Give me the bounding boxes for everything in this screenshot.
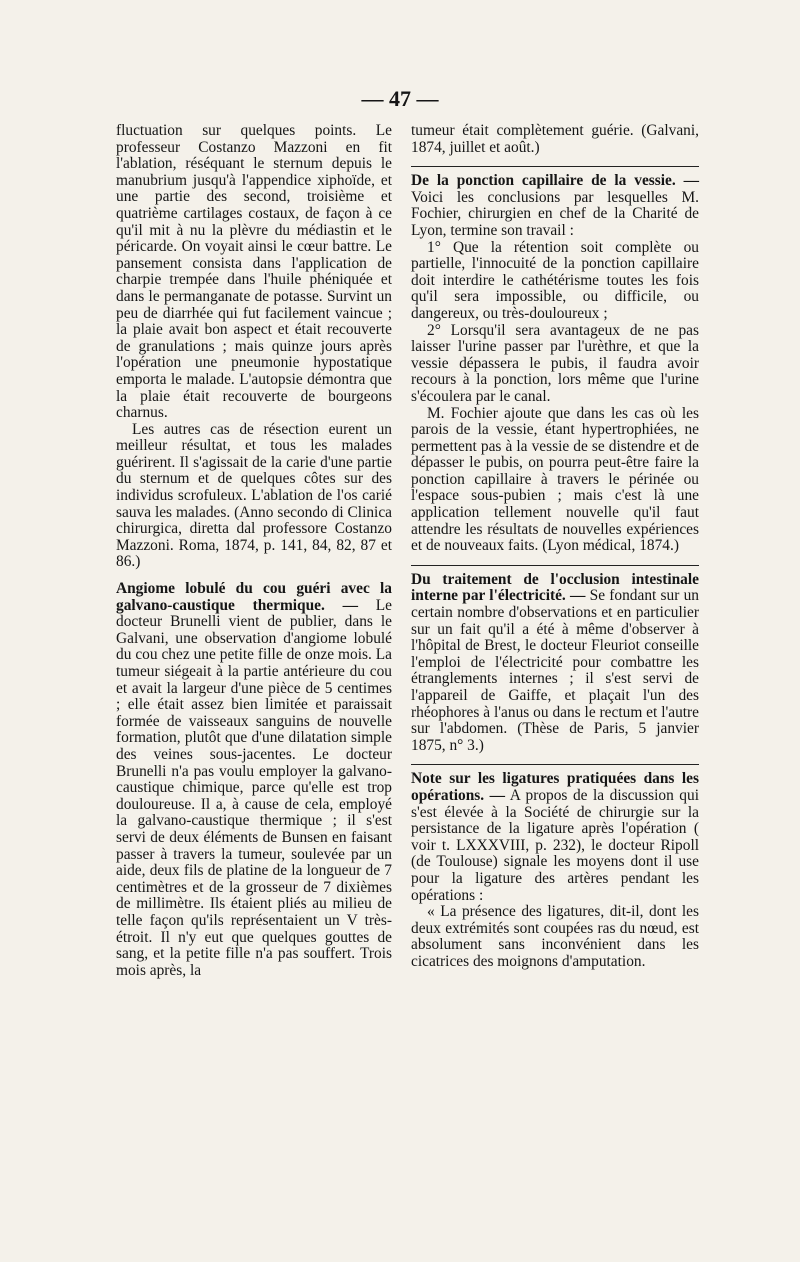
paragraph: tumeur était complètement guérie. (Galvani, 1874, juillet et août.) bbox=[411, 122, 699, 156]
article-body: Se fondant sur un certain nombre d'observations et en particulier sur un fait qu'il a été à même d'observer à l'hôpital de Brest, le docteur Fleuriot conseille l'emploi de l'électricité pour combattre les étranglements internes ; il s'est servi de l'appareil de Gaiffe, et plaçait l'un des rhéophores à l'anus ou dans le rectum et l'autre sur l'abdomen. (Thèse de Paris, 5 janvier 1875, n° 3.) bbox=[411, 587, 699, 754]
paragraph: 2° Lorsqu'il sera avantageux de ne pas laisser l'urine passer par l'urèthre, et que la vessie dépassera le pubis, il faudra avoir recours à la ponction, lors même que l'urine s'écoulera par le canal. bbox=[411, 321, 699, 405]
article-heading: Du traitement de l'occlusion intestinale interne par l'électricité. — bbox=[411, 570, 699, 605]
article-ponction bbox=[411, 173, 699, 239]
article-ligatures bbox=[411, 771, 699, 904]
article-body: A propos de la discussion qui s'est élevée à la Société de chirurgie sur la persistance de la ligature après l'opération ( voir t. LXXXVIII, p. 232), le docteur Ripoll (de Toulouse) signale les moyens dont il use pour la ligature des artères pendant les opérations : bbox=[411, 786, 699, 904]
article-occlusion bbox=[411, 572, 699, 755]
paragraph: M. Fochier ajoute que dans les cas où les parois de la vessie, étant hypertrophiées, ne permettent pas à la vessie de se distendre et de dépasser le pubis, on pourra peut-être faire la ponction capillaire à travers le périnée ou l'espace sous-pubien ; mais c'est là une application tellement nouvelle qu'il faut attendre les résultats de nouvelles expériences et de nouveaux faits. (Lyon médical, 1874.) bbox=[411, 404, 699, 555]
article-heading: De la ponction capillaire de la vessie. — bbox=[411, 172, 699, 190]
article-body: Voici les conclusions par lesquelles M. Fochier, chirurgien en chef de la Charité de Lyon, termine son travail : bbox=[411, 188, 699, 239]
left-column bbox=[116, 123, 392, 979]
paragraph: Les autres cas de résection eurent un meilleur résultat, et tous les malades guérirent. Il s'agissait de la carie d'une partie du sternum et de quelques côtes sur des individus scrofuleux. L'ablation de l'os carié sauva les malades. (Anno secondo di Clinica chirurgica, diretta dal professore Costanzo Mazzoni. Roma, 1874, p. 141, 84, 82, 87 et 86.) bbox=[116, 420, 392, 571]
right-column bbox=[411, 123, 699, 971]
separator-rule bbox=[411, 166, 699, 167]
page-number: — 47 — bbox=[361, 86, 439, 111]
paragraph: « La présence des ligatures, dit-il, dont les deux extrémités sont coupées ras du nœud, est absolument sans inconvénient dans les cicatrices des moignons d'amputation. bbox=[411, 903, 699, 970]
separator-rule bbox=[411, 764, 699, 765]
article-angiome bbox=[116, 581, 392, 979]
article-body: Le docteur Brunelli vient de publier, dans le Galvani, une observation d'angiome lobulé du cou chez une petite fille de onze mois. La tumeur siégeait à la partie antérieure du cou et avait la largeur d'une pièce de 5 centimes ; elle était assez bien limitée et paraissait formée de vaisseaux sanguins de nouvelle formation, plutôt que d'une dilatation simple des veines sous-jacentes. Le docteur Brunelli n'a pas voulu employer la galvano-caustique chimique, parce qu'elle est trop douloureuse. Il a, à cause de cela, employé la galvano-caustique thermique ; il s'est servi de deux éléments de Bunsen en faisant passer à travers la tumeur, soulevée par un aide, deux fils de platine de la longueur de 7 centimètres et de la grosseur de 7 dixièmes de millimètre. Ils étaient pliés au milieu de telle façon qu'ils représentaient un V très-étroit. Il n'y eut que quelques gouttes de sang, et la petite fille n'a pas souffert. Trois mois après, la bbox=[116, 596, 392, 979]
article-heading: Angiome lobulé du cou guéri avec la galvano-caustique thermique. — bbox=[116, 580, 392, 614]
paragraph: fluctuation sur quelques points. Le professeur Costanzo Mazzoni en fit l'ablation, réséquant le sternum depuis le manubrium jusqu'à l'appendice xiphoïde, et une partie des second, troisième et quatrième cartilages costaux, de façon à ce qu'il mit à nu la plèvre du médiastin et le péricarde. On voyait ainsi le cœur battre. Le pansement consista dans l'application de charpie trempée dans l'huile phéniquée et dans le permanganate de potasse. Survint un peu de diarrhée qui fut facilement vaincue ; la plaie avait bon aspect et était recouverte de granulations ; mais quinze jours après l'opération une pneumonie hypostatique emporta le malade. L'autopsie démontra que la plaie était recouverte de bourgeons charnus. bbox=[116, 122, 392, 422]
paragraph: 1° Que la rétention soit complète ou partielle, l'innocuité de la ponction capillaire doit interdire le cathétérisme toutes les fois qu'il sera impossible, ou difficile, ou dangereux, ou très-douloureux ; bbox=[411, 238, 699, 322]
separator-rule bbox=[411, 565, 699, 566]
article-heading: Note sur les ligatures pratiquées dans les opérations. — bbox=[411, 770, 699, 804]
